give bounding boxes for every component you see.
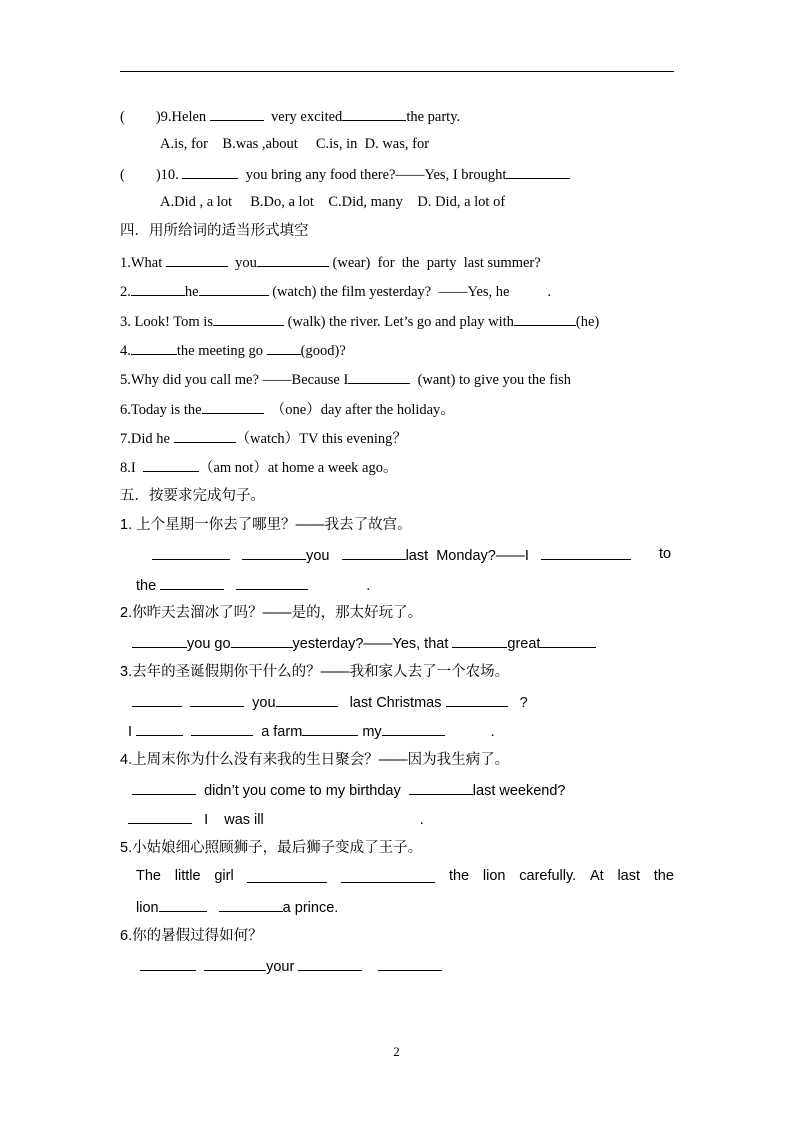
s4-item-4: 4. the meeting go (good)? xyxy=(120,340,346,360)
s5-q5-line-2: lion a prince. xyxy=(136,897,338,917)
s5-q1-chinese: 1. 上个星期一你去了哪里？——我去了故宫。 xyxy=(120,517,412,533)
s5-q4-blank-2[interactable] xyxy=(409,780,473,795)
s4-8-blank-1[interactable] xyxy=(143,457,199,472)
q9-text-1: very excited xyxy=(271,109,343,125)
page-number: 2 xyxy=(393,1044,400,1059)
s4-item-3: 3. Look! Tom is (walk) the river. Let’s go and play with (he) xyxy=(120,311,599,331)
s5-q4-line-2: I was ill . xyxy=(128,809,424,829)
s5-q2-blank-4[interactable] xyxy=(540,633,596,648)
s4-3-blank-1[interactable] xyxy=(213,311,284,326)
q10-options: A.Did , a lot B.Do, a lot C.Did, many D. Did, a lot of xyxy=(160,194,506,210)
s5-q3-blank-6[interactable] xyxy=(191,721,253,736)
s4-6-blank-1[interactable] xyxy=(202,399,264,414)
q10-text-1: you bring any food there?——Yes, I brought xyxy=(245,167,507,183)
q9-blank-2[interactable] xyxy=(342,106,406,121)
q10-paren-close: )10. xyxy=(155,167,179,183)
s5-q5-blank-4[interactable] xyxy=(219,897,283,912)
s5-q6-chinese: 6.你的暑假过得如何？ xyxy=(120,928,263,944)
s5-q4-chinese: 4.上周末你为什么没有来我的生日聚会？——因为我生病了。 xyxy=(120,752,510,768)
s4-item-8: 8.I （am not）at home a week ago。 xyxy=(120,457,397,477)
s4-2-blank-2[interactable] xyxy=(199,281,269,296)
s5-q3-blank-3[interactable] xyxy=(276,692,338,707)
s5-q1-blank-2[interactable] xyxy=(242,545,306,560)
s5-q1-blank-5[interactable] xyxy=(160,575,224,590)
s4-4-blank-2[interactable] xyxy=(267,340,301,355)
s5-q2-blank-3[interactable] xyxy=(452,633,507,648)
s5-q5-line-1: The little girl the lion carefully. At last the xyxy=(136,868,674,884)
s5-q2-blank-1[interactable] xyxy=(132,633,187,648)
q9-text-2: the party. xyxy=(406,109,461,125)
s4-7-blank-1[interactable] xyxy=(174,428,236,443)
s5-q3-line-1: you last Christmas ? xyxy=(132,692,528,712)
s5-q6-blank-2[interactable] xyxy=(204,956,266,971)
s5-q5-blank-1[interactable] xyxy=(247,868,327,883)
s5-q1-to: to xyxy=(659,546,672,562)
s5-q1-blank-4[interactable] xyxy=(541,545,631,560)
s4-3-blank-2[interactable] xyxy=(514,311,576,326)
s5-q1-line-1: you last Monday?——I xyxy=(152,545,631,565)
s5-q3-blank-2[interactable] xyxy=(190,692,244,707)
s4-item-2: 2. he (watch) the film yesterday? ——Yes, he . xyxy=(120,281,551,301)
s5-q3-line-2: I a farm my . xyxy=(128,721,495,741)
s5-q5-blank-2[interactable] xyxy=(341,868,435,883)
s4-item-7: 7.Did he （watch）TV this evening？ xyxy=(120,428,407,448)
s5-q3-blank-8[interactable] xyxy=(382,721,445,736)
q9-paren-open: ( xyxy=(120,109,125,125)
s5-q6-line-1: your xyxy=(140,956,442,976)
s5-q5-chinese: 5.小姑娘细心照顾狮子，最后狮子变成了王子。 xyxy=(120,840,423,856)
s5-q2-chinese: 2.你昨天去溜冰了吗？——是的，那太好玩了。 xyxy=(120,605,423,621)
header-rule xyxy=(120,71,674,72)
s5-q1-line-2: the . xyxy=(136,575,370,595)
section-5-heading: 五．按要求完成句子。 xyxy=(120,488,265,504)
s4-2-blank-1[interactable] xyxy=(131,281,185,296)
s5-q3-blank-1[interactable] xyxy=(132,692,182,707)
s5-q3-blank-4[interactable] xyxy=(446,692,508,707)
s5-q2-line-1: you go yesterday?——Yes, that great xyxy=(132,633,596,653)
s5-q1-blank-3[interactable] xyxy=(342,545,406,560)
s4-item-1: 1.What you (wear) for the party last summer? xyxy=(120,252,541,272)
s4-4-blank-1[interactable] xyxy=(131,340,177,355)
q10-paren-open-text: ( xyxy=(120,167,125,183)
s5-q3-blank-7[interactable] xyxy=(302,721,358,736)
s4-5-blank-1[interactable] xyxy=(348,369,410,384)
s4-1-blank-1[interactable] xyxy=(166,252,228,267)
s5-q4-blank-3[interactable] xyxy=(128,809,192,824)
q9-paren-close: )9.Helen xyxy=(155,109,207,125)
s5-q6-blank-1[interactable] xyxy=(140,956,196,971)
s5-q4-blank-1[interactable] xyxy=(132,780,196,795)
s5-q3-chinese: 3.去年的圣诞假期你干什么的？——我和家人去了一个农场。 xyxy=(120,664,510,680)
q10-blank-1[interactable] xyxy=(182,164,238,179)
question-10 xyxy=(120,164,570,184)
s5-q3-blank-5[interactable] xyxy=(136,721,183,736)
s5-q6-blank-3[interactable] xyxy=(298,956,362,971)
s4-1-blank-2[interactable] xyxy=(257,252,329,267)
s5-q5-blank-3[interactable] xyxy=(159,897,207,912)
s5-q2-blank-2[interactable] xyxy=(231,633,293,648)
s5-q1-blank-1[interactable] xyxy=(152,545,230,560)
q10-blank-2[interactable] xyxy=(506,164,570,179)
s4-item-6: 6.Today is the （one）day after the holiday。 xyxy=(120,399,455,419)
q9-options: A.is, for B.was ,about C.is, in D. was, for xyxy=(160,136,430,152)
section-4-heading: 四．用所给词的适当形式填空 xyxy=(120,223,309,239)
question-9 xyxy=(120,106,460,126)
s5-q4-line-1: didn’t you come to my birthday last weekend? xyxy=(132,780,565,800)
q9-blank-1[interactable] xyxy=(210,106,264,121)
s4-item-5: 5.Why did you call me? ——Because I (want) to give you the fish xyxy=(120,369,571,389)
s5-q1-blank-6[interactable] xyxy=(236,575,308,590)
s5-q6-blank-4[interactable] xyxy=(378,956,442,971)
